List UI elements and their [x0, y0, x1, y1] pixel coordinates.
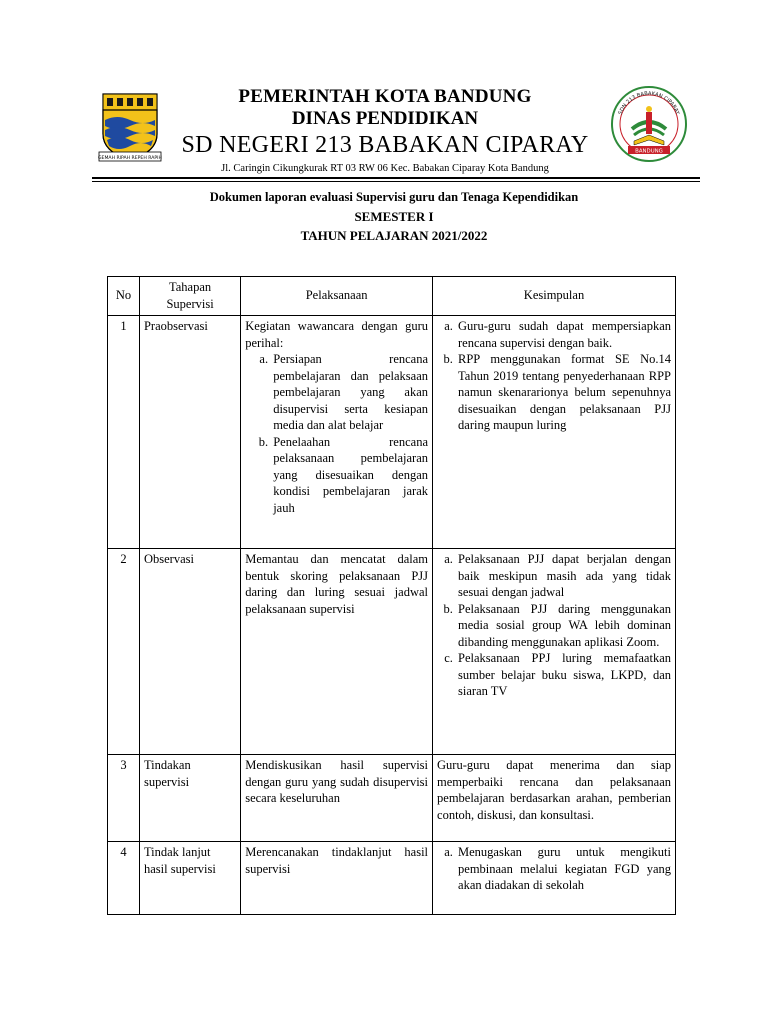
pelaksanaan-intro: Kegiatan wawancara dengan guru perihal: [245, 319, 429, 350]
row-tahapan: Tindakan supervisi [139, 755, 240, 842]
list-item: a. Pelaksanaan PJJ dapat berjalan dengan baik meskipun masih ada yang tidak sesuai dengan jadwal [456, 551, 671, 601]
list-item: b. RPP menggunakan format SE No.14 Tahun 2019 tentang penyederhanaan RPP namun skenararionya belum sepenuhnya disesuaikan dengan pelaksanaan PJJ daring maupun luring [456, 351, 671, 434]
document-title: Dokumen laporan evaluasi Supervisi guru dan Tenaga Kependidikan [209, 190, 579, 204]
row-no: 2 [108, 549, 140, 755]
row-pelaksanaan: Mendiskusikan hasil supervisi dengan guru yang sudah disupervisi secara keseluruhan [241, 755, 433, 842]
kesimpulan-list [437, 318, 671, 434]
row-kesimpulan [433, 316, 676, 549]
list-item: a. Guru-guru sudah dapat mempersiapkan rencana supervisi dengan baik. [456, 318, 671, 351]
list-item: a. Menugaskan guru untuk mengikuti pembinaan melalui kegiatan FGD yang akan diadakan di sekolah [456, 844, 671, 894]
list-item: a. Persiapan rencana pembelajaran dan pelaksaan pembelajaran yang akan disupervisi serta kesiapan media dan alat belajar [271, 351, 428, 434]
school-address: Jl. Caringin Cikungkurak RT 03 RW 06 Kec. Babakan Ciparay Kota Bandung [221, 163, 549, 174]
table-header-row [108, 277, 676, 316]
letterhead-rule-thin [92, 181, 700, 182]
supervision-table [107, 276, 676, 915]
row-kesimpulan [433, 842, 676, 915]
table-row [108, 842, 676, 915]
row-tahapan: Praobservasi [139, 316, 240, 549]
row-no: 1 [108, 316, 140, 549]
pelaksanaan-list [245, 351, 428, 516]
header-tahapan: Tahapan Supervisi [139, 277, 240, 316]
year-label: TAHUN PELAJARAN 2021/2022 [300, 228, 488, 243]
row-pelaksanaan: Memantau dan mencatat dalam bentuk skoring pelaksanaan PJJ daring dan luring sesuai jadwal pelaksanaan supervisi [241, 549, 433, 755]
kota-bandung-crest-icon [97, 90, 163, 164]
crest-motto: GEMAH RIPAH REPEH RAPIH [98, 156, 162, 161]
row-pelaksanaan [241, 316, 433, 549]
row-no: 3 [108, 755, 140, 842]
row-pelaksanaan: Merencanakan tindaklanjut hasil supervisi [241, 842, 433, 915]
emblem-bottom-text: BANDUNG [635, 148, 663, 155]
header-kesimpulan: Kesimpulan [433, 277, 676, 316]
row-kesimpulan: Guru-guru dapat menerima dan siap memperbaiki rencana dan pelaksanaan pembelajaran berdasarkan arahan, pemberian contoh, diskusi, dan konsultasi. [433, 755, 676, 842]
list-item: b. Penelaahan rencana pelaksanaan pembelajaran yang disesuaikan dengan kondisi pembelajaran jarak jauh [271, 434, 428, 517]
header-no: No [108, 277, 140, 316]
row-no: 4 [108, 842, 140, 915]
letterhead-line-1: PEMERINTAH KOTA BANDUNG [238, 86, 532, 107]
letterhead [170, 86, 600, 176]
letterhead-rule-thick [92, 177, 700, 179]
row-tahapan: Observasi [139, 549, 240, 755]
table-row [108, 549, 676, 755]
list-item: b. Pelaksanaan PJJ daring menggunakan media sosial group WA lebih dominan dibanding menggunakan aplikasi Zoom. [456, 601, 671, 651]
row-tahapan: Tindak lanjut hasil supervisi [139, 842, 240, 915]
school-name: SD NEGERI 213 BABAKAN CIPARAY [181, 132, 589, 158]
kesimpulan-list [437, 551, 671, 700]
table-row [108, 755, 676, 842]
kesimpulan-list [437, 844, 671, 894]
emblem-text: SDN 213 BABAKAN CIPARAY [617, 90, 681, 116]
header-pelaksanaan: Pelaksanaan [241, 277, 433, 316]
document-titles [90, 188, 698, 245]
letterhead-line-2: DINAS PENDIDIKAN [291, 108, 479, 129]
list-item: c. Pelaksanaan PPJ luring memafaatkan sumber belajar buku siswa, LKPD, dan siaran TV [456, 650, 671, 700]
row-kesimpulan [433, 549, 676, 755]
school-emblem-icon [610, 85, 688, 163]
table-row [108, 316, 676, 549]
semester-label: SEMESTER I [354, 209, 434, 224]
